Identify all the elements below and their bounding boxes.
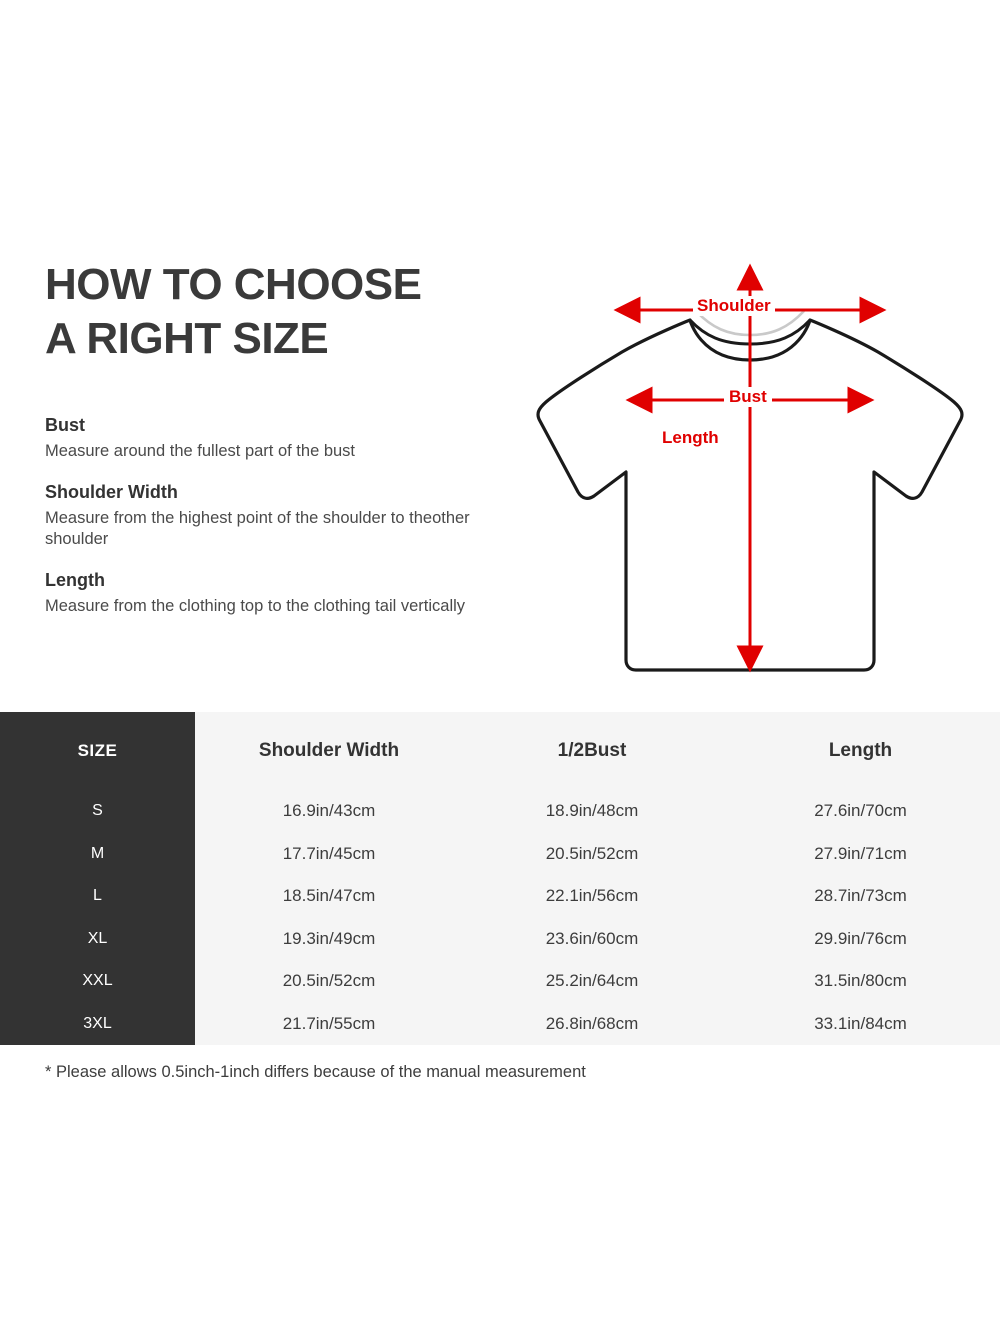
size-table-area bbox=[0, 712, 1000, 1032]
cell-half-bust: 23.6in/60cm bbox=[463, 918, 721, 961]
cell-length: 33.1in/84cm bbox=[721, 1003, 1000, 1046]
table-row bbox=[0, 1003, 1000, 1046]
shoulder-label: Shoulder bbox=[693, 296, 775, 316]
definition-bust bbox=[45, 415, 525, 462]
cell-half-bust: 18.9in/48cm bbox=[463, 790, 721, 833]
definition-description: Measure around the fullest part of the bust bbox=[45, 442, 356, 460]
cell-half-bust: 26.8in/68cm bbox=[463, 1003, 721, 1046]
cell-size: 3XL bbox=[0, 1003, 195, 1046]
footnote: * Please allows 0.5inch-1inch differs because of the manual measurement bbox=[45, 1063, 586, 1081]
cell-size: L bbox=[0, 875, 195, 918]
page-title-line2: A RIGHT SIZE bbox=[45, 314, 329, 363]
cell-length: 29.9in/76cm bbox=[721, 918, 1000, 961]
table-row bbox=[0, 790, 1000, 833]
cell-shoulder-width: 19.3in/49cm bbox=[195, 918, 463, 961]
table-row bbox=[0, 833, 1000, 876]
definition-shoulder-width bbox=[45, 482, 525, 550]
table-row bbox=[0, 875, 1000, 918]
cell-shoulder-width: 16.9in/43cm bbox=[195, 790, 463, 833]
size-chart-table bbox=[0, 712, 1000, 1045]
cell-size: XL bbox=[0, 918, 195, 961]
cell-length: 27.9in/71cm bbox=[721, 833, 1000, 876]
definition-term: Shoulder Width bbox=[45, 482, 178, 502]
cell-half-bust: 22.1in/56cm bbox=[463, 875, 721, 918]
column-header-length: Length bbox=[721, 712, 1000, 790]
definition-description: Measure from the clothing top to the clothing tail vertically bbox=[45, 597, 466, 615]
cell-half-bust: 25.2in/64cm bbox=[463, 960, 721, 1003]
tshirt-diagram bbox=[500, 240, 1000, 690]
measurement-definitions bbox=[45, 415, 525, 617]
bust-label: Bust bbox=[724, 387, 772, 407]
column-header-shoulder-width: Shoulder Width bbox=[195, 712, 463, 790]
cell-size: M bbox=[0, 833, 195, 876]
page-title-line1: HOW TO CHOOSE bbox=[45, 260, 422, 309]
column-header-size: SIZE bbox=[0, 712, 195, 790]
cell-shoulder-width: 17.7in/45cm bbox=[195, 833, 463, 876]
cell-shoulder-width: 21.7in/55cm bbox=[195, 1003, 463, 1046]
length-label: Length bbox=[658, 428, 723, 448]
definition-term: Length bbox=[45, 570, 105, 590]
table-header-row bbox=[0, 712, 1000, 790]
definition-term: Bust bbox=[45, 415, 85, 435]
cell-shoulder-width: 20.5in/52cm bbox=[195, 960, 463, 1003]
cell-shoulder-width: 18.5in/47cm bbox=[195, 875, 463, 918]
column-header-half-bust: 1/2Bust bbox=[463, 712, 721, 790]
cell-size: S bbox=[0, 790, 195, 833]
definition-length bbox=[45, 570, 525, 617]
definition-description: Measure from the highest point of the shoulder to theother shoulder bbox=[45, 509, 470, 548]
cell-length: 31.5in/80cm bbox=[721, 960, 1000, 1003]
cell-half-bust: 20.5in/52cm bbox=[463, 833, 721, 876]
cell-length: 27.6in/70cm bbox=[721, 790, 1000, 833]
cell-size: XXL bbox=[0, 960, 195, 1003]
cell-length: 28.7in/73cm bbox=[721, 875, 1000, 918]
page-title bbox=[45, 258, 515, 366]
table-row bbox=[0, 918, 1000, 961]
table-row bbox=[0, 960, 1000, 1003]
